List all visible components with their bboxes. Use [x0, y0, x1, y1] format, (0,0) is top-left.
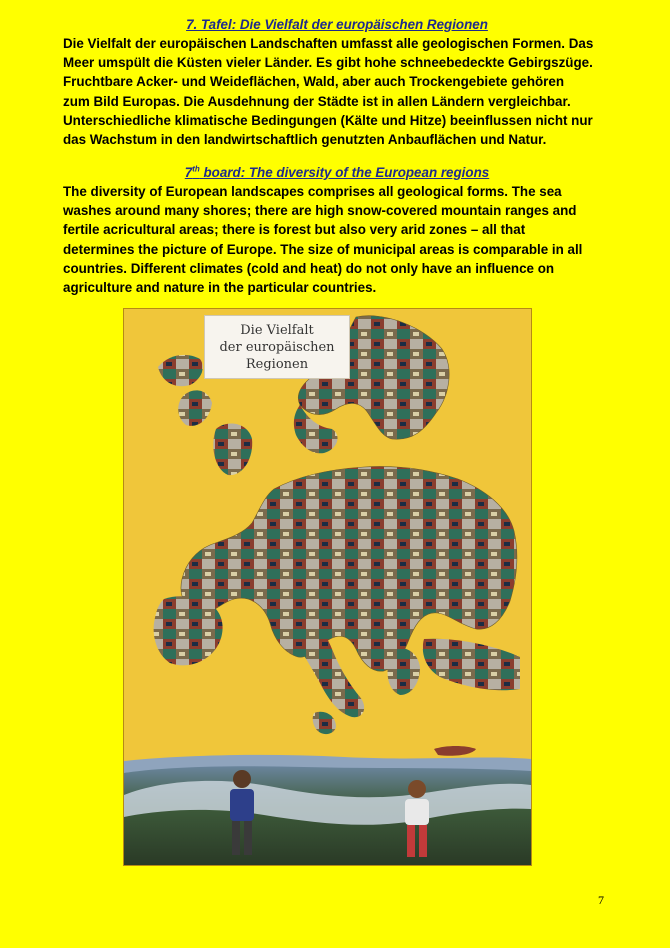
- english-line: The diversity of European landscapes comprises all geological forms. The sea: [63, 184, 562, 199]
- german-line: Meer umspült die Küsten vieler Länder. Es gibt hohe schneebedeckte Gebirgszüge.: [63, 55, 593, 71]
- german-line: Die Vielfalt der europäischen Landschaften umfasst alle geologischen Formen. Das: [63, 36, 594, 51]
- mainland-europe-collage: [154, 467, 520, 756]
- europe-collage-poster: [123, 308, 532, 866]
- poster-title-line: Regionen: [245, 357, 309, 372]
- rhine-valley-photo: [124, 755, 531, 865]
- english-line: fertile acricultural areas; there is forest but also very arid zones – all that: [63, 222, 526, 238]
- english-section: [63, 163, 611, 297]
- english-heading-suffix: th: [192, 164, 200, 174]
- german-line: Unterschiedliche klimatische Bedingungen (Kälte und Hitze) beeinflussen nicht nur: [63, 112, 593, 128]
- english-line: countries. Different climates (cold and heat) do not only have an influence on: [63, 260, 555, 276]
- english-line: agriculture and nature in the particular countries.: [63, 280, 377, 296]
- poster-title-card: [204, 315, 350, 379]
- english-heading-number: 7: [184, 165, 193, 180]
- poster-title-line: der europäischen: [219, 340, 335, 355]
- german-line: das Wachstum in den landwirtschaftlich genutzten Anbauflächen und Natur.: [63, 132, 547, 148]
- german-paragraph: [63, 34, 611, 149]
- english-heading-text: board: The diversity of the European regions: [199, 165, 490, 180]
- english-line: washes around many shores; there are high snow-covered mountain ranges and: [63, 203, 577, 219]
- english-heading: [63, 163, 611, 182]
- german-heading: 7. Tafel: Die Vielfalt der europäischen Regionen: [186, 17, 488, 32]
- english-paragraph: [63, 182, 611, 297]
- europe-collage-map: [124, 309, 531, 865]
- page-number: 7: [598, 893, 604, 907]
- poster-title-line: Die Vielfalt: [240, 323, 314, 338]
- german-line: zum Bild Europas. Die Ausdehnung der Städte ist in allen Ländern vergleichbar.: [63, 93, 571, 109]
- german-line: Fruchtbare Acker- und Weideflächen, Wald, aber auch Trockengebiete gehören: [63, 74, 565, 90]
- english-line: determines the picture of Europe. The size of municipal areas is comparable in all: [63, 241, 583, 257]
- german-section: [63, 15, 611, 149]
